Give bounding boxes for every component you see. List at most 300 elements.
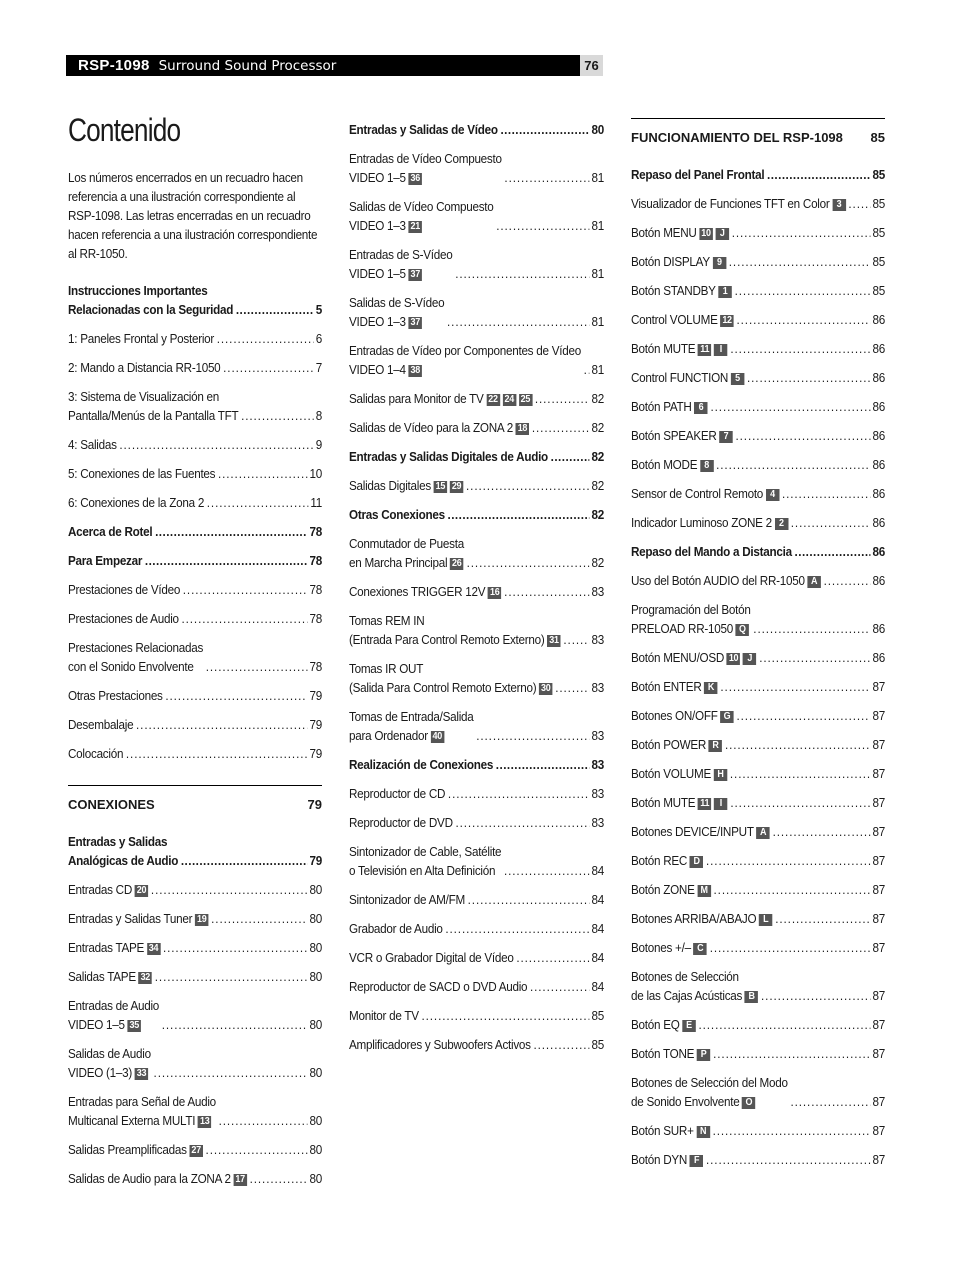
toc-entry-label	[349, 476, 463, 495]
reference-badge: 30	[539, 683, 553, 695]
toc-entry-label	[68, 832, 178, 870]
toc-entry-text: Sintonizador de Cable, Satélite o Televisión en Alta Definición	[349, 844, 502, 878]
dot-leader	[223, 358, 314, 377]
reference-badge: I	[714, 798, 728, 810]
toc-entry	[349, 948, 604, 967]
toc-entry-label	[349, 842, 501, 880]
toc-entry-text: Indicador Luminoso ZONE 2	[631, 515, 772, 530]
toc-entry-label	[631, 223, 729, 242]
toc-entry	[68, 464, 322, 483]
toc-entry-page: 87	[872, 708, 885, 723]
reference-badge: 16	[488, 587, 502, 599]
toc-entry	[68, 715, 322, 734]
toc-entry-page: 87	[872, 679, 885, 694]
dot-leader	[706, 1150, 871, 1169]
toc-entry-label	[68, 358, 220, 377]
reference-badge: 1	[718, 286, 732, 298]
toc-entry	[68, 1169, 322, 1188]
toc-entry-page: 87	[872, 882, 885, 897]
toc-heading-entry	[349, 755, 604, 774]
toc-entry-text: Entradas de S-Vídeo VIDEO 1–5	[349, 247, 453, 281]
reference-badge: 27	[189, 1145, 203, 1157]
toc-entry-page: 86	[872, 370, 885, 385]
toc-entry-page: 83	[591, 632, 604, 647]
toc-entry-text: Botones +/–	[631, 940, 691, 955]
toc-entry-text: Prestaciones de Vídeo	[68, 582, 181, 597]
toc-entry-page: 80	[309, 969, 322, 984]
toc-entry-text: Repaso del Mando a Distancia	[631, 544, 792, 559]
toc-entry-label	[631, 339, 728, 358]
toc-entry-label	[349, 505, 445, 524]
toc-entry-page: 82	[591, 420, 604, 435]
reference-badge: K	[704, 682, 718, 694]
toc-entry	[631, 822, 885, 841]
dot-leader	[713, 1121, 871, 1140]
toc-entry	[349, 977, 604, 996]
toc-entry	[68, 1140, 322, 1159]
toc-entry	[68, 744, 322, 763]
toc-entry-text: Otras Conexiones	[349, 507, 445, 522]
toc-entry-label	[68, 435, 117, 454]
dot-leader	[151, 880, 308, 899]
dot-leader	[236, 300, 314, 319]
toc-entry-page: 7	[315, 360, 322, 375]
dot-leader	[753, 619, 870, 638]
toc-entry-page: 85	[591, 1037, 604, 1052]
toc-entry-text: Control FUNCTION	[631, 370, 729, 385]
column-3	[631, 110, 885, 1179]
toc-entry	[349, 1035, 604, 1054]
dot-leader	[448, 784, 590, 803]
toc-entry-text: Amplificadores y Subwoofers Activos	[349, 1037, 531, 1052]
toc-entry-label	[68, 551, 142, 570]
dot-leader	[466, 476, 590, 495]
reference-badge: 33	[135, 1068, 149, 1080]
toc-entry-text: Botón REC	[631, 853, 688, 868]
toc-entry	[631, 1121, 885, 1140]
toc-entry-page: 85	[872, 254, 885, 269]
toc-entry	[68, 996, 322, 1034]
toc-entry-text: Desembalaje	[68, 717, 134, 732]
toc-heading-entry	[349, 120, 604, 139]
toc-entry	[631, 571, 885, 590]
toc-entry-text: Botón PATH	[631, 399, 692, 414]
dot-leader	[710, 397, 870, 416]
toc-heading-entry	[631, 542, 885, 561]
toc-entry-label	[631, 909, 773, 928]
toc-entry-label	[349, 707, 474, 745]
toc-entry-label	[631, 252, 726, 271]
toc-entry	[631, 793, 885, 812]
toc-entry-text: Reproductor de SACD o DVD Audio	[349, 979, 528, 994]
reference-badge: 6	[694, 402, 708, 414]
toc-entry-label	[631, 484, 779, 503]
dot-leader	[584, 360, 590, 379]
section-page: 85	[870, 130, 885, 145]
toc-entry-text: Salidas de Vídeo para la ZONA 2	[349, 420, 513, 435]
reference-badge: J	[743, 653, 757, 665]
dot-leader	[848, 194, 870, 213]
dot-leader	[563, 630, 589, 649]
toc-list-4	[631, 165, 885, 1169]
toc-entry	[631, 252, 885, 271]
toc-entry-text: 2: Mando a Distancia RR-1050	[68, 360, 221, 375]
toc-entry-text: Botón EQ	[631, 1017, 680, 1032]
dot-leader	[535, 389, 590, 408]
dot-leader	[181, 851, 308, 870]
reference-badge: 8	[700, 460, 714, 472]
toc-entry-label	[631, 426, 733, 445]
toc-entry	[631, 851, 885, 870]
reference-badge: 19	[195, 914, 209, 926]
toc-entry-text: 1: Paneles Frontal y Posterior	[68, 331, 215, 346]
toc-entry	[68, 938, 322, 957]
toc-entry	[631, 281, 885, 300]
dot-leader	[747, 368, 871, 387]
dot-leader	[496, 755, 590, 774]
toc-entry-text: Botones ARRIBA/ABAJO	[631, 911, 757, 926]
section-page: 79	[307, 797, 322, 812]
toc-entry-text: Botón ENTER	[631, 679, 702, 694]
toc-entry-label	[68, 387, 238, 425]
reference-badge: 37	[408, 269, 422, 281]
toc-entry-text: Botón STANDBY	[631, 283, 716, 298]
toc-entry-text: Botón MUTE	[631, 795, 696, 810]
dot-leader	[775, 909, 870, 928]
toc-entry-text: Conexiones TRIGGER 12V	[349, 584, 486, 599]
toc-entry-label	[349, 1035, 531, 1054]
toc-entry-text: Realización de Conexiones	[349, 757, 494, 772]
dot-leader	[504, 861, 590, 880]
toc-entry	[349, 582, 604, 601]
toc-entry-page: 87	[872, 1046, 885, 1061]
toc-entry-page: 81	[591, 362, 604, 377]
toc-entry-label	[68, 638, 203, 676]
dot-leader	[217, 329, 314, 348]
toc-entry	[349, 707, 604, 745]
page-header	[66, 55, 603, 76]
toc-entry-text: Botones de Selección de las Cajas Acústicas	[631, 969, 743, 1003]
toc-entry-text: Salidas de Audio VIDEO (1–3)	[68, 1046, 151, 1080]
toc-entry	[631, 706, 885, 725]
reference-badge: A	[756, 827, 770, 839]
toc-entry-text: Otras Prestaciones	[68, 688, 163, 703]
toc-entry-page: 84	[591, 979, 604, 994]
toc-entry-text: Control VOLUME	[631, 312, 718, 327]
toc-entry	[68, 909, 322, 928]
toc-entry-label	[68, 281, 233, 319]
toc-entry-page: 87	[872, 1152, 885, 1167]
toc-entry-page: 78	[309, 611, 322, 626]
toc-entry-page: 78	[309, 553, 322, 568]
toc-entry-text: Botón SPEAKER	[631, 428, 717, 443]
toc-entry-label	[349, 890, 465, 909]
toc-entry-text: Botón MUTE	[631, 341, 696, 356]
toc-entry-label	[68, 715, 133, 734]
toc-entry-text: Para Empezar	[68, 553, 143, 568]
toc-entry-text: Entradas TAPE	[68, 940, 145, 955]
toc-entry	[631, 368, 885, 387]
toc-entry-label	[631, 1121, 710, 1140]
toc-entry-page: 86	[872, 650, 885, 665]
toc-entry-page: 86	[872, 457, 885, 472]
toc-entry	[631, 455, 885, 474]
dot-leader	[732, 223, 871, 242]
toc-entry-text: Botones ON/OFF	[631, 708, 718, 723]
toc-entry-label	[349, 149, 502, 187]
toc-entry-page: 9	[315, 437, 322, 452]
reference-badge: 3	[832, 199, 846, 211]
toc-entry-page: 84	[591, 892, 604, 907]
toc-entry	[349, 476, 604, 495]
toc-entry-label	[349, 948, 514, 967]
reference-badge: 32	[139, 972, 153, 984]
page-title: Contenido	[68, 112, 181, 148]
toc-entry-text: Reproductor de DVD	[349, 815, 453, 830]
toc-entry-page: 80	[309, 911, 322, 926]
toc-entry-label	[349, 784, 445, 803]
dot-leader	[530, 977, 590, 996]
toc-heading-entry	[68, 522, 322, 541]
section-label: FUNCIONAMIENTO DEL RSP-1098	[631, 130, 843, 145]
toc-entry-page: 6	[315, 331, 322, 346]
reference-badge: 7	[719, 431, 733, 443]
toc-entry	[631, 310, 885, 329]
toc-entry-page: 83	[591, 584, 604, 599]
reference-badge: 35	[127, 1020, 140, 1032]
toc-entry-text: Tomas IR OUT (Salida Para Control Remoto Externo)	[349, 661, 537, 695]
reference-badge: 18	[516, 423, 530, 435]
toc-entry	[631, 735, 885, 754]
reference-badge: 11	[698, 798, 712, 810]
toc-entry-text: Tomas REM IN (Entrada Para Control Remoto Externo)	[349, 613, 545, 647]
toc-entry-page: 80	[309, 1113, 322, 1128]
toc-entry-text: Uso del Botón AUDIO del RR-1050	[631, 573, 805, 588]
reference-badge: 11	[698, 344, 712, 356]
toc-entry-page: 83	[591, 728, 604, 743]
toc-entry	[349, 341, 604, 379]
reference-badge: 13	[198, 1116, 212, 1128]
reference-badge: 38	[408, 365, 422, 377]
toc-entry-label	[68, 909, 208, 928]
toc-entry-text: 4: Salidas	[68, 437, 117, 452]
toc-entry-label	[631, 165, 764, 184]
toc-entry	[631, 938, 885, 957]
reference-badge: 29	[450, 481, 464, 493]
dot-leader	[504, 168, 589, 187]
product-subtitle: Surround Sound Processor	[158, 57, 337, 74]
toc-entry	[631, 426, 885, 445]
toc-entry-label	[631, 1150, 703, 1169]
toc-entry-page: 81	[591, 218, 604, 233]
toc-entry-text: Botón SUR+	[631, 1123, 694, 1138]
toc-entry-page: 78	[309, 582, 322, 597]
column-1	[68, 110, 322, 1198]
page-number: 76	[580, 55, 603, 76]
dot-leader	[790, 1092, 870, 1111]
toc-entry-text: Tomas de Entrada/Salida para Ordenador	[349, 709, 474, 743]
section-heading-conexiones	[68, 785, 322, 814]
dot-leader	[162, 1015, 308, 1034]
toc-entry	[349, 919, 604, 938]
reference-badge: 2	[775, 518, 789, 530]
toc-entry-text: Salidas para Monitor de TV	[349, 391, 484, 406]
toc-entry	[631, 1073, 885, 1111]
dot-leader	[730, 764, 871, 783]
toc-entry-page: 82	[591, 555, 604, 570]
toc-entry-page: 80	[309, 1171, 322, 1186]
reference-badge: 31	[547, 635, 561, 647]
toc-entry-page: 87	[872, 1094, 885, 1109]
toc-entry-text: Sensor de Control Remoto	[631, 486, 764, 501]
reference-badge: 5	[731, 373, 745, 385]
section-label: CONEXIONES	[68, 797, 155, 812]
toc-entry-text: Botón DISPLAY	[631, 254, 710, 269]
model-name: RSP-1098	[78, 57, 150, 74]
toc-entry-label	[349, 447, 548, 466]
toc-entry-page: 84	[591, 921, 604, 936]
toc-entry-text: Acerca de Rotel	[68, 524, 153, 539]
dot-leader	[713, 1044, 871, 1063]
toc-entry-page: 5	[315, 302, 322, 317]
toc-entry-text: Grabador de Audio	[349, 921, 443, 936]
toc-entry-page: 78	[309, 524, 322, 539]
toc-entry-label	[631, 600, 751, 638]
dot-leader	[181, 609, 307, 628]
toc-entry-label	[68, 493, 204, 512]
toc-entry-page: 85	[872, 167, 885, 182]
dot-leader	[421, 1006, 589, 1025]
dot-leader	[730, 793, 870, 812]
toc-entry-label	[349, 611, 561, 649]
toc-entry-page: 86	[872, 544, 885, 559]
reference-badge: 22	[486, 394, 500, 406]
toc-heading-entry	[631, 165, 885, 184]
toc-entry-page: 86	[872, 573, 885, 588]
dot-leader	[782, 484, 871, 503]
toc-entry-label	[631, 822, 770, 841]
toc-entry-page: 85	[872, 225, 885, 240]
toc-entry-page: 80	[309, 1017, 322, 1032]
reference-badge: 4	[766, 489, 780, 501]
dot-leader	[710, 938, 871, 957]
toc-entry	[68, 580, 322, 599]
toc-entry-text: Repaso del Panel Frontal	[631, 167, 765, 182]
toc-entry-page: 80	[309, 940, 322, 955]
toc-entry-page: 79	[309, 853, 322, 868]
toc-entry-label	[631, 648, 757, 667]
toc-entry-text: Botón ZONE	[631, 882, 695, 897]
toc-entry-label	[631, 542, 792, 561]
toc-entry-label	[631, 677, 718, 696]
toc-entry-label	[349, 534, 464, 572]
toc-entry-label	[631, 706, 734, 725]
toc-entry	[631, 223, 885, 242]
toc-entry-text: Salidas de Vídeo Compuesto VIDEO 1–3	[349, 199, 494, 233]
toc-entry	[349, 813, 604, 832]
toc-entry	[631, 513, 885, 532]
reference-badge: N	[696, 1126, 710, 1138]
toc-list-3	[349, 120, 604, 1054]
toc-entry-text: Botón POWER	[631, 737, 707, 752]
toc-entry-page: 81	[591, 170, 604, 185]
toc-entry	[68, 609, 322, 628]
header-bar	[66, 55, 580, 76]
toc-entry	[68, 387, 322, 425]
toc-entry	[349, 842, 604, 880]
toc-entry-text: Botón MENU/OSD	[631, 650, 725, 665]
toc-entry-text: Botones DEVICE/INPUT	[631, 824, 754, 839]
reference-badge: 21	[408, 221, 422, 233]
toc-entry-label	[68, 996, 159, 1034]
dot-leader	[145, 551, 308, 570]
dot-leader	[759, 648, 870, 667]
toc-entry	[631, 764, 885, 783]
section-heading-funcionamiento	[631, 118, 885, 147]
toc-entry	[349, 418, 604, 437]
toc-entry-label	[631, 1044, 710, 1063]
toc-entry-text: Botón MENU	[631, 225, 697, 240]
toc-entry-page: 87	[872, 911, 885, 926]
toc-entry-page: 85	[591, 1008, 604, 1023]
toc-entry-page: 87	[872, 824, 885, 839]
toc-entry-page: 86	[872, 341, 885, 356]
reference-badge: 26	[450, 558, 464, 570]
toc-entry-label	[631, 368, 744, 387]
toc-entry-label	[68, 967, 152, 986]
toc-entry	[631, 677, 885, 696]
reference-badge: H	[714, 769, 728, 781]
reference-badge: I	[714, 344, 728, 356]
toc-entry-label	[631, 938, 707, 957]
dot-leader	[773, 822, 871, 841]
dot-leader	[737, 706, 871, 725]
toc-entry-page: 86	[872, 428, 885, 443]
toc-entry-text: 6: Conexiones de la Zona 2	[68, 495, 205, 510]
dot-leader	[154, 1063, 308, 1082]
dot-leader	[136, 715, 308, 734]
toc-entry-page: 86	[872, 312, 885, 327]
toc-entry-page: 87	[872, 940, 885, 955]
toc-entry-page: 86	[872, 399, 885, 414]
toc-entry-text: Entradas y Salidas Tuner	[68, 911, 193, 926]
toc-entry-label	[631, 1015, 696, 1034]
toc-entry	[631, 648, 885, 667]
toc-entry	[349, 659, 604, 697]
toc-entry	[68, 967, 322, 986]
toc-entry-text: Botón MODE	[631, 457, 698, 472]
toc-entry-text: Entradas CD	[68, 882, 133, 897]
toc-heading-entry	[68, 551, 322, 570]
toc-entry-label	[68, 744, 123, 763]
toc-entry-page: 87	[872, 766, 885, 781]
toc-entry	[631, 967, 885, 1005]
dot-leader	[504, 582, 590, 601]
toc-entry-text: Entradas y Salidas Digitales de Audio	[349, 449, 548, 464]
toc-entry	[631, 909, 885, 928]
toc-entry	[631, 339, 885, 358]
toc-entry-page: 83	[591, 680, 604, 695]
reference-badge: D	[690, 856, 704, 868]
toc-entry-text: Botón DYN	[631, 1152, 688, 1167]
toc-entry-label	[631, 397, 708, 416]
reference-badge: G	[720, 711, 734, 723]
toc-entry-label	[68, 1169, 247, 1188]
reference-badge: Q	[736, 624, 750, 636]
toc-entry-page: 84	[591, 950, 604, 965]
toc-entry-label	[349, 418, 529, 437]
toc-entry-page: 81	[591, 266, 604, 281]
